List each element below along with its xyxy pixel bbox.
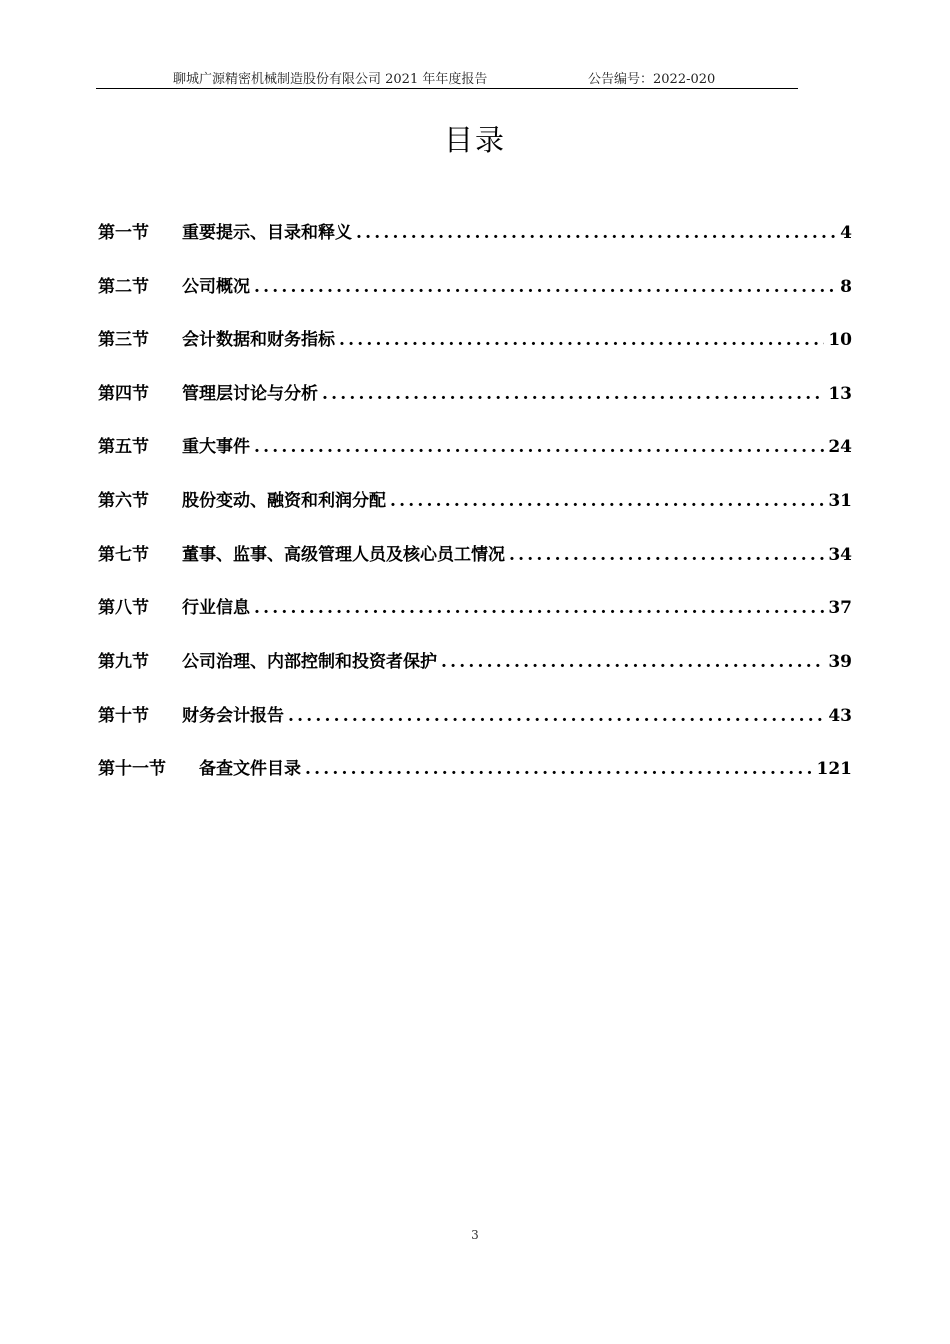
toc-page-number: 13 — [828, 384, 852, 404]
toc-page-number: 10 — [828, 330, 852, 350]
toc-entry-7[interactable] — [98, 540, 852, 566]
toc-section-title: 重大事件 — [182, 437, 250, 457]
header-company-report: 聊城广源精密机械制造股份有限公司 2021 年年度报告 — [173, 72, 488, 87]
toc-dot-leader — [305, 759, 813, 779]
toc-page-number: 24 — [828, 437, 852, 457]
toc-section-number: 第十一节 — [98, 759, 166, 779]
toc-section-number: 第七节 — [98, 545, 149, 565]
toc-dot-leader — [288, 706, 824, 726]
toc-section-title: 重要提示、目录和释义 — [182, 223, 352, 243]
toc-page-number: 4 — [840, 223, 852, 243]
toc-section-number: 第一节 — [98, 223, 149, 243]
toc-page-number: 39 — [828, 652, 852, 672]
toc-section-title: 备查文件目录 — [199, 759, 301, 779]
toc-section-title: 行业信息 — [182, 598, 250, 618]
page-header — [96, 66, 798, 89]
toc-dot-leader — [441, 652, 824, 672]
toc-section-number: 第三节 — [98, 330, 149, 350]
page-number-footer: 3 — [471, 1228, 479, 1242]
toc-dot-leader — [254, 437, 824, 457]
toc-section-number: 第八节 — [98, 598, 149, 618]
toc-section-number: 第二节 — [98, 277, 149, 297]
toc-page-number: 34 — [828, 545, 852, 565]
toc-page-number: 43 — [828, 706, 852, 726]
toc-section-title: 会计数据和财务指标 — [182, 330, 335, 350]
toc-entry-2[interactable] — [98, 272, 852, 298]
toc-dot-leader — [339, 330, 824, 350]
toc-dot-leader — [254, 277, 836, 297]
toc-dot-leader — [509, 545, 824, 565]
toc-page-number: 8 — [840, 277, 852, 297]
toc-entry-8[interactable] — [98, 593, 852, 619]
toc-section-number: 第九节 — [98, 652, 149, 672]
toc-section-number: 第十节 — [98, 706, 149, 726]
toc-section-number: 第六节 — [98, 491, 149, 511]
header-announcement-code: 公告编号：2022-020 — [588, 72, 716, 87]
page-title: 目录 — [443, 123, 506, 157]
toc-section-title: 股份变动、融资和利润分配 — [182, 491, 386, 511]
toc-page-number: 121 — [816, 759, 852, 779]
toc-section-title: 管理层讨论与分析 — [182, 384, 318, 404]
toc-entry-11[interactable] — [98, 754, 852, 780]
toc-dot-leader — [390, 491, 824, 511]
toc-entry-6[interactable] — [98, 486, 852, 512]
toc-dot-leader — [254, 598, 824, 618]
toc-section-title: 公司概况 — [182, 277, 250, 297]
toc-dot-leader — [356, 223, 836, 243]
toc-section-number: 第五节 — [98, 437, 149, 457]
toc-entry-1[interactable] — [98, 218, 852, 244]
toc-dot-leader — [322, 384, 824, 404]
toc-section-title: 财务会计报告 — [182, 706, 284, 726]
toc-entry-3[interactable] — [98, 325, 852, 351]
toc-page-number: 31 — [828, 491, 852, 511]
toc-section-title: 公司治理、内部控制和投资者保护 — [182, 652, 437, 672]
toc-entry-9[interactable] — [98, 647, 852, 673]
toc-entry-10[interactable] — [98, 701, 852, 727]
toc-entry-4[interactable] — [98, 379, 852, 405]
toc-entry-5[interactable] — [98, 432, 852, 458]
toc-section-title: 董事、监事、高级管理人员及核心员工情况 — [182, 545, 505, 565]
toc-page-number: 37 — [828, 598, 852, 618]
toc-section-number: 第四节 — [98, 384, 149, 404]
